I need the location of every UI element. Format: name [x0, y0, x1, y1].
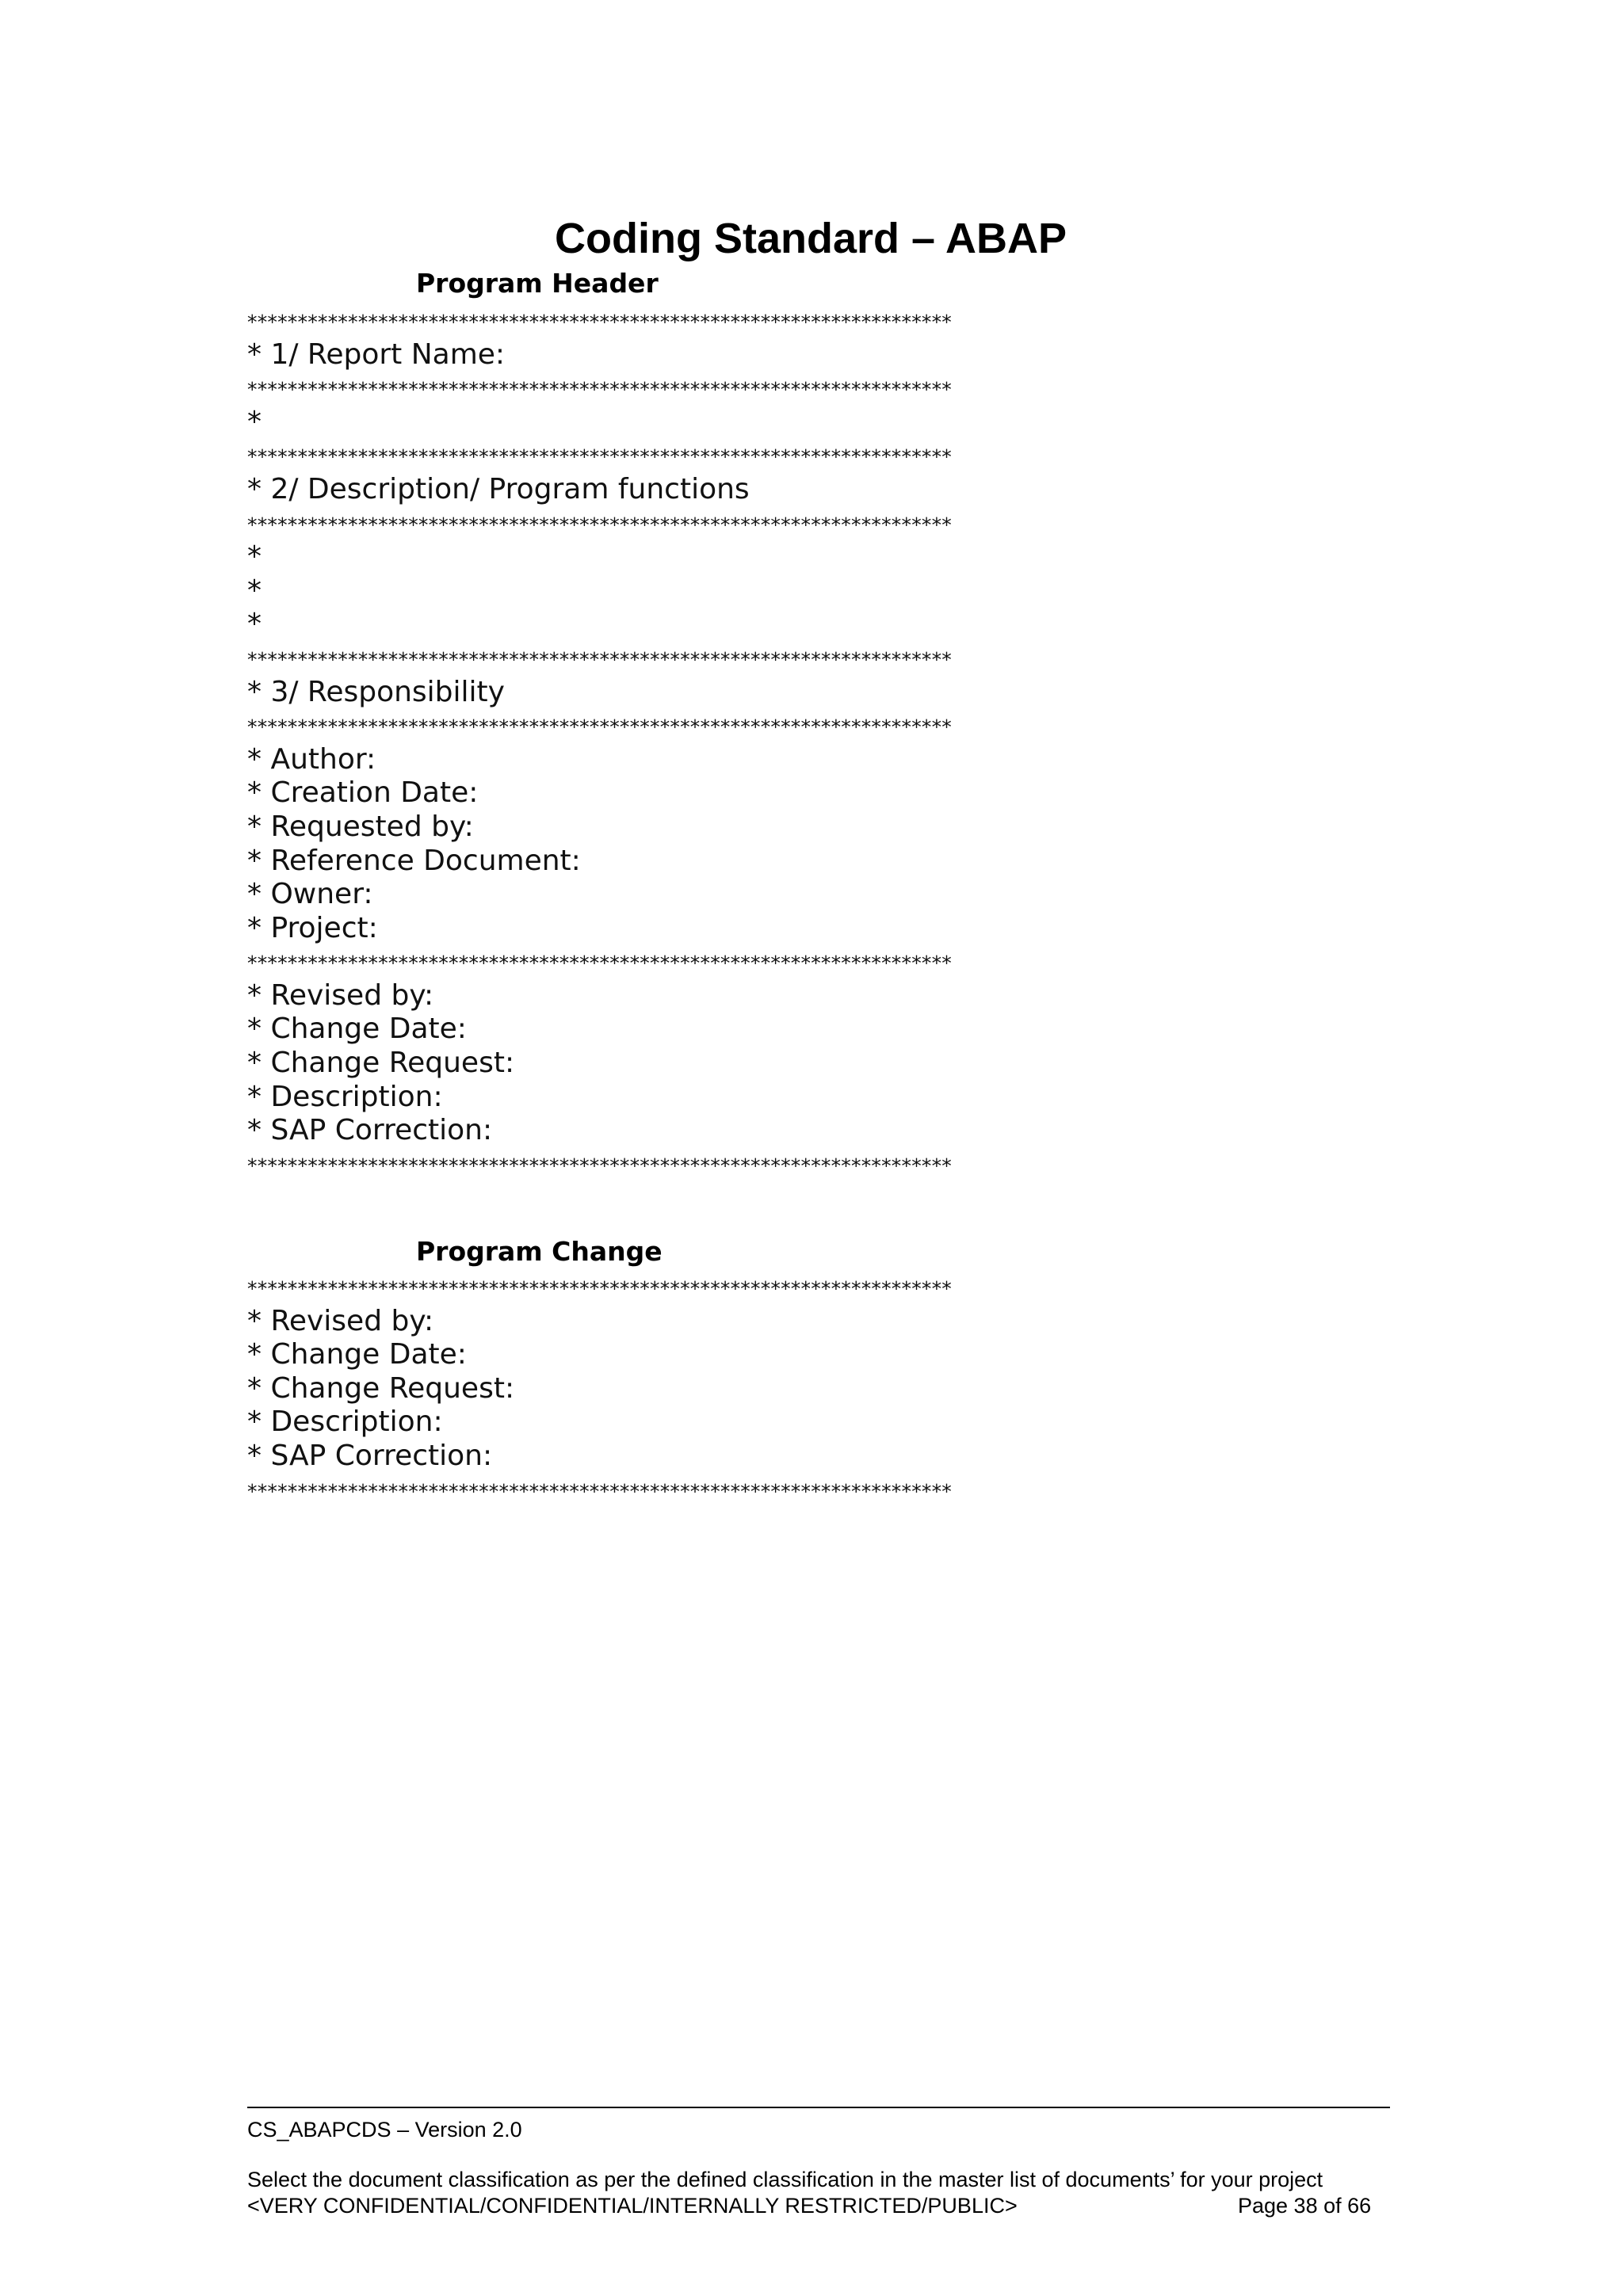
program-change-block	[247, 1271, 1103, 1507]
change-date-line: * Change Date:	[247, 1013, 467, 1046]
creation-date-line: * Creation Date:	[247, 776, 479, 810]
footer-divider	[247, 2107, 1390, 2108]
separator-line: **********************************************************************	[247, 715, 952, 739]
comment-line: *	[247, 574, 262, 607]
responsibility-line: * 3/ Responsibility	[247, 675, 505, 708]
separator-line: **********************************************************************	[247, 1154, 952, 1177]
separator-line: **********************************************************************	[247, 647, 952, 671]
program-header-block	[247, 304, 1103, 1181]
program-header-heading: Program Header	[416, 268, 659, 299]
separator-line: **********************************************************************	[247, 311, 952, 334]
change-description-line: * Description:	[247, 1405, 443, 1439]
footer-page-number: Page 38 of 66	[1238, 2194, 1372, 2218]
change-description-line: * Description:	[247, 1080, 443, 1113]
project-line: * Project:	[247, 911, 378, 944]
separator-line: **********************************************************************	[247, 1277, 952, 1300]
document-title: Coding Standard – ABAP	[555, 215, 1067, 262]
change-request-line: * Change Request:	[247, 1047, 515, 1080]
separator-line: **********************************************************************	[247, 1479, 952, 1503]
requested-by-line: * Requested by:	[247, 810, 474, 843]
owner-line: * Owner:	[247, 878, 373, 911]
footer-classification-options: <VERY CONFIDENTIAL/CONFIDENTIAL/INTERNALLY RESTRICTED/PUBLIC>	[247, 2194, 1018, 2218]
report-name-line: * 1/ Report Name:	[247, 338, 506, 371]
comment-line: *	[247, 608, 262, 641]
separator-line: **********************************************************************	[247, 513, 952, 536]
footer-classification-note: Select the document classification as per the defined classification in the master list of documents’ for your project	[247, 2168, 1323, 2191]
sap-correction-line: * SAP Correction:	[247, 1439, 493, 1472]
revised-by-line: * Revised by:	[247, 978, 434, 1012]
separator-line: **********************************************************************	[247, 445, 952, 469]
comment-line: *	[247, 540, 262, 574]
separator-line: **********************************************************************	[247, 378, 952, 402]
program-change-heading: Program Change	[416, 1236, 663, 1267]
change-date-line: * Change Date:	[247, 1338, 467, 1371]
reference-document-line: * Reference Document:	[247, 844, 581, 877]
footer-doc-version: CS_ABAPCDS – Version 2.0	[247, 2118, 522, 2142]
separator-line: **********************************************************************	[247, 952, 952, 975]
change-request-line: * Change Request:	[247, 1371, 515, 1405]
sap-correction-line: * SAP Correction:	[247, 1114, 493, 1147]
comment-line: *	[247, 405, 262, 438]
description-line: * 2/ Description/ Program functions	[247, 472, 750, 505]
revised-by-line: * Revised by:	[247, 1304, 434, 1337]
author-line: * Author:	[247, 742, 376, 776]
